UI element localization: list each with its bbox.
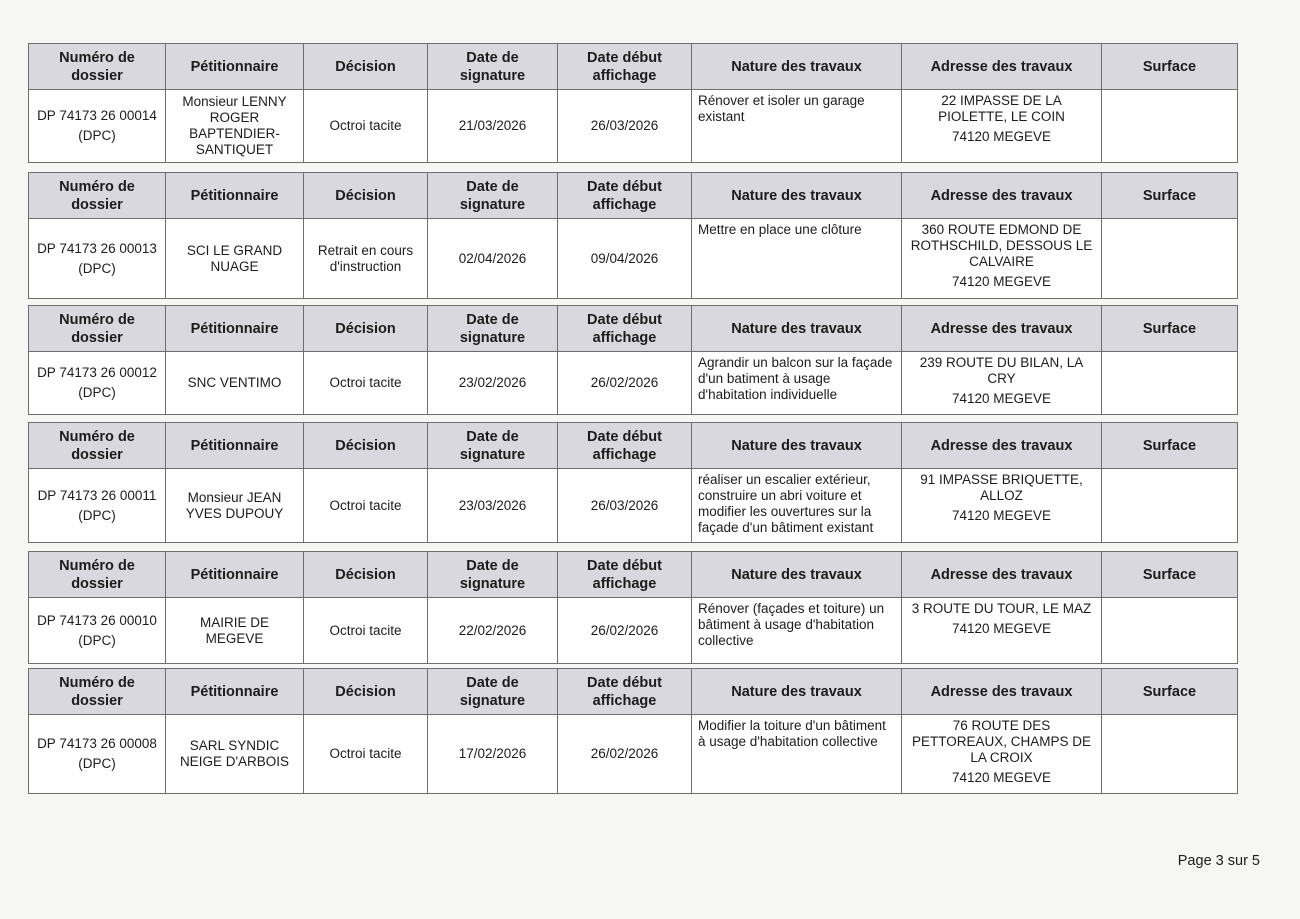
categorie: (DPC) — [78, 385, 116, 400]
header-adresse: Adresse des travaux — [902, 669, 1102, 715]
cell-numero — [29, 90, 166, 163]
cell-date-signature: 02/04/2026 — [428, 219, 558, 299]
header-adresse: Adresse des travaux — [902, 552, 1102, 598]
permit-record-table — [28, 172, 1238, 299]
table-row — [29, 219, 1238, 299]
permit-record-table — [28, 43, 1238, 163]
header-row — [29, 306, 1238, 352]
header-adresse: Adresse des travaux — [902, 44, 1102, 90]
adresse-ville: 74120 MEGEVE — [951, 391, 1052, 406]
header-row — [29, 423, 1238, 469]
cell-adresse — [902, 469, 1102, 543]
header-decision: Décision — [304, 44, 428, 90]
header-nature: Nature des travaux — [692, 669, 902, 715]
header-surface: Surface — [1102, 306, 1238, 352]
header-date-affichage: Date début affichage — [558, 552, 692, 598]
cell-petitionnaire: SNC VENTIMO — [166, 352, 304, 415]
cell-numero — [29, 352, 166, 415]
numero-dossier: DP 74173 26 00013 — [37, 240, 157, 256]
header-date-signature: Date de signature — [428, 173, 558, 219]
header-nature: Nature des travaux — [692, 306, 902, 352]
cell-nature: Agrandir un balcon sur la façade d'un batiment à usage d'habitation individuelle — [692, 352, 902, 415]
cell-date-affichage: 26/02/2026 — [558, 715, 692, 794]
cell-numero — [29, 598, 166, 664]
header-numero: Numéro de dossier — [29, 306, 166, 352]
adresse-rue: 360 ROUTE EDMOND DE ROTHSCHILD, DESSOUS LE CALVAIRE — [910, 222, 1093, 269]
cell-numero — [29, 219, 166, 299]
cell-decision: Octroi tacite — [304, 90, 428, 163]
header-date-affichage: Date début affichage — [558, 423, 692, 469]
header-date-signature: Date de signature — [428, 552, 558, 598]
cell-date-signature: 21/03/2026 — [428, 90, 558, 163]
header-date-affichage: Date début affichage — [558, 306, 692, 352]
header-surface: Surface — [1102, 173, 1238, 219]
adresse-ville: 74120 MEGEVE — [951, 770, 1052, 785]
permit-record-table — [28, 422, 1238, 543]
numero-dossier: DP 74173 26 00012 — [37, 365, 157, 380]
categorie: (DPC) — [78, 128, 116, 143]
permit-record-table — [28, 305, 1238, 415]
header-date-signature: Date de signature — [428, 306, 558, 352]
categorie: (DPC) — [78, 632, 116, 648]
header-numero: Numéro de dossier — [29, 44, 166, 90]
header-decision: Décision — [304, 306, 428, 352]
adresse-ville: 74120 MEGEVE — [951, 274, 1052, 289]
cell-date-affichage: 26/02/2026 — [558, 352, 692, 415]
cell-date-signature: 23/03/2026 — [428, 469, 558, 543]
cell-date-affichage: 09/04/2026 — [558, 219, 692, 299]
cell-nature: Modifier la toiture d'un bâtiment à usage d'habitation collective — [692, 715, 902, 794]
adresse-ville: 74120 MEGEVE — [951, 508, 1052, 523]
cell-decision: Retrait en cours d'instruction — [304, 219, 428, 299]
header-adresse: Adresse des travaux — [902, 306, 1102, 352]
permit-record-table — [28, 668, 1238, 794]
cell-petitionnaire: Monsieur LENNY ROGER BAPTENDIER-SANTIQUET — [166, 90, 304, 163]
cell-adresse — [902, 598, 1102, 664]
cell-decision: Octroi tacite — [304, 352, 428, 415]
header-decision: Décision — [304, 552, 428, 598]
header-numero: Numéro de dossier — [29, 173, 166, 219]
adresse-ville: 74120 MEGEVE — [951, 621, 1052, 636]
cell-adresse — [902, 219, 1102, 299]
cell-decision: Octroi tacite — [304, 469, 428, 543]
adresse-rue: 91 IMPASSE BRIQUETTE, ALLOZ — [920, 472, 1083, 503]
header-petitionnaire: Pétitionnaire — [166, 552, 304, 598]
adresse-rue: 76 ROUTE DES PETTOREAUX, CHAMPS DE LA CROIX — [911, 718, 1092, 765]
table-row — [29, 469, 1238, 543]
numero-dossier: DP 74173 26 00008 — [37, 736, 157, 751]
header-date-signature: Date de signature — [428, 423, 558, 469]
cell-surface — [1102, 90, 1238, 163]
header-date-affichage: Date début affichage — [558, 669, 692, 715]
header-nature: Nature des travaux — [692, 423, 902, 469]
cell-date-affichage: 26/03/2026 — [558, 469, 692, 543]
cell-adresse — [902, 715, 1102, 794]
cell-decision: Octroi tacite — [304, 715, 428, 794]
adresse-ville: 74120 MEGEVE — [951, 129, 1052, 144]
header-date-affichage: Date début affichage — [558, 44, 692, 90]
cell-adresse — [902, 352, 1102, 415]
cell-date-signature: 22/02/2026 — [428, 598, 558, 664]
cell-petitionnaire: SCI LE GRAND NUAGE — [166, 219, 304, 299]
page-number: Page 3 sur 5 — [1177, 853, 1260, 869]
header-petitionnaire: Pétitionnaire — [166, 669, 304, 715]
header-row — [29, 44, 1238, 90]
header-surface: Surface — [1102, 552, 1238, 598]
header-decision: Décision — [304, 173, 428, 219]
table-row — [29, 598, 1238, 664]
cell-nature: Rénover et isoler un garage existant — [692, 90, 902, 163]
adresse-rue: 3 ROUTE DU TOUR, LE MAZ — [911, 601, 1092, 616]
header-adresse: Adresse des travaux — [902, 173, 1102, 219]
header-nature: Nature des travaux — [692, 173, 902, 219]
numero-dossier: DP 74173 26 00011 — [37, 487, 157, 503]
header-petitionnaire: Pétitionnaire — [166, 173, 304, 219]
cell-surface — [1102, 219, 1238, 299]
header-nature: Nature des travaux — [692, 44, 902, 90]
cell-decision: Octroi tacite — [304, 598, 428, 664]
cell-nature: réaliser un escalier extérieur, construire un abri voiture et modifier les ouvertures sur la façade d'un bâtiment existant — [692, 469, 902, 543]
header-date-signature: Date de signature — [428, 669, 558, 715]
cell-surface — [1102, 352, 1238, 415]
cell-petitionnaire: SARL SYNDIC NEIGE D'ARBOIS — [166, 715, 304, 794]
cell-surface — [1102, 598, 1238, 664]
cell-surface — [1102, 715, 1238, 794]
header-adresse: Adresse des travaux — [902, 423, 1102, 469]
cell-petitionnaire: Monsieur JEAN YVES DUPOUY — [166, 469, 304, 543]
numero-dossier: DP 74173 26 00014 — [37, 108, 157, 123]
header-row — [29, 552, 1238, 598]
categorie: (DPC) — [78, 507, 116, 523]
cell-date-signature: 23/02/2026 — [428, 352, 558, 415]
cell-numero — [29, 469, 166, 543]
header-date-signature: Date de signature — [428, 44, 558, 90]
header-petitionnaire: Pétitionnaire — [166, 306, 304, 352]
header-date-affichage: Date début affichage — [558, 173, 692, 219]
header-surface: Surface — [1102, 423, 1238, 469]
header-row — [29, 173, 1238, 219]
cell-surface — [1102, 469, 1238, 543]
header-surface: Surface — [1102, 44, 1238, 90]
cell-nature: Rénover (façades et toiture) un bâtiment à usage d'habitation collective — [692, 598, 902, 664]
table-row — [29, 90, 1238, 163]
cell-numero — [29, 715, 166, 794]
header-decision: Décision — [304, 423, 428, 469]
header-numero: Numéro de dossier — [29, 423, 166, 469]
header-petitionnaire: Pétitionnaire — [166, 44, 304, 90]
categorie: (DPC) — [78, 260, 116, 276]
cell-petitionnaire: MAIRIE DE MEGEVE — [166, 598, 304, 664]
adresse-rue: 22 IMPASSE DE LA PIOLETTE, LE COIN — [938, 93, 1065, 124]
header-decision: Décision — [304, 669, 428, 715]
header-row — [29, 669, 1238, 715]
header-petitionnaire: Pétitionnaire — [166, 423, 304, 469]
cell-adresse — [902, 90, 1102, 163]
cell-date-affichage: 26/03/2026 — [558, 90, 692, 163]
header-numero: Numéro de dossier — [29, 669, 166, 715]
table-row — [29, 715, 1238, 794]
cell-date-affichage: 26/02/2026 — [558, 598, 692, 664]
categorie: (DPC) — [78, 756, 116, 771]
permit-record-table — [28, 551, 1238, 664]
cell-date-signature: 17/02/2026 — [428, 715, 558, 794]
numero-dossier: DP 74173 26 00010 — [37, 612, 157, 628]
header-surface: Surface — [1102, 669, 1238, 715]
header-nature: Nature des travaux — [692, 552, 902, 598]
header-numero: Numéro de dossier — [29, 552, 166, 598]
adresse-rue: 239 ROUTE DU BILAN, LA CRY — [919, 355, 1084, 386]
table-row — [29, 352, 1238, 415]
cell-nature: Mettre en place une clôture — [692, 219, 902, 299]
